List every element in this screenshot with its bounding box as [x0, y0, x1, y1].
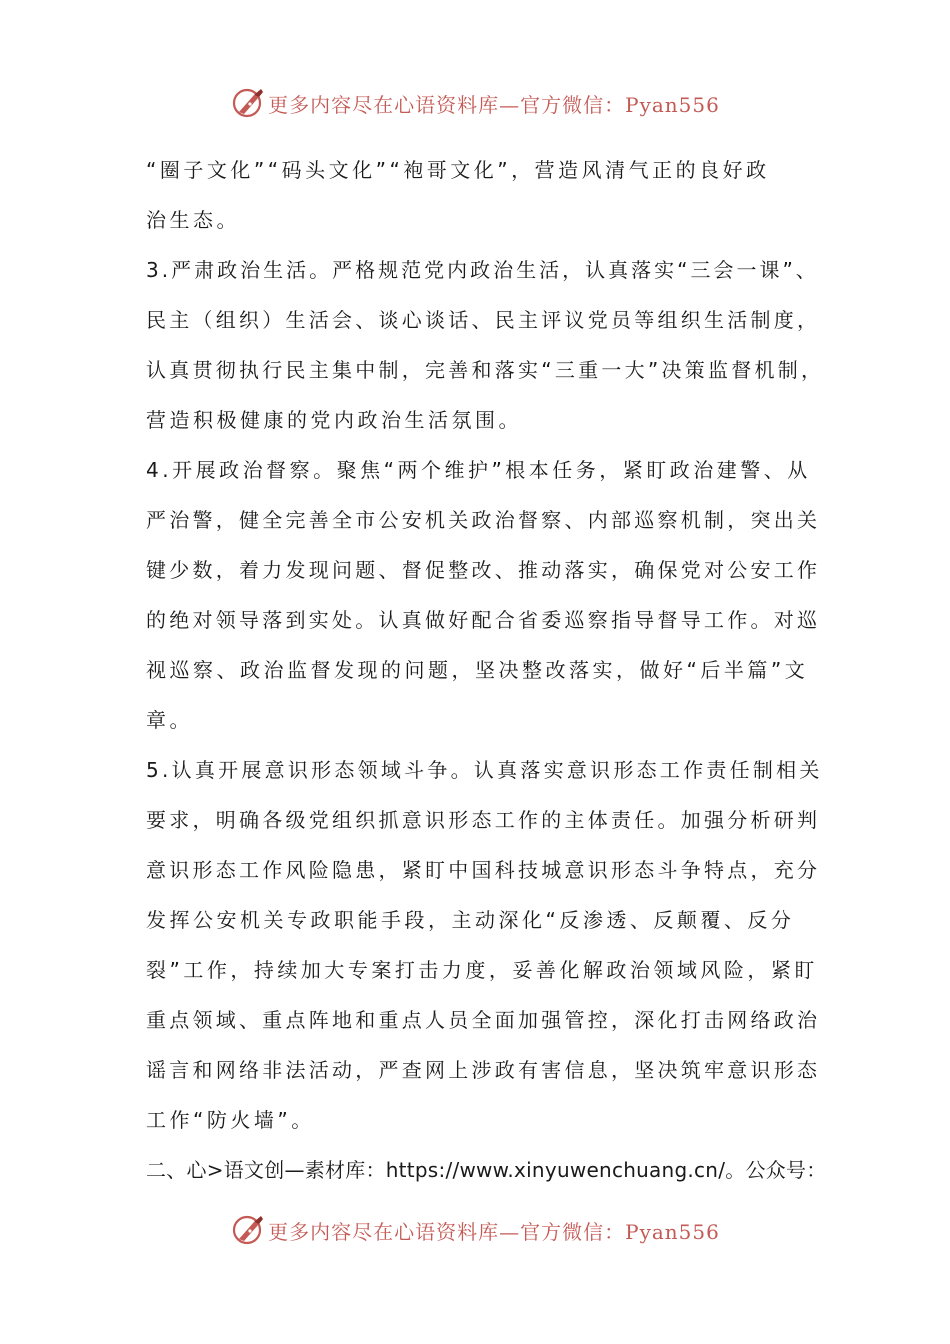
pen-nib-logo-icon	[230, 1212, 266, 1248]
text-line: 意识形态工作风险隐患，紧盯中国科技城意识形态斗争特点，充分	[146, 858, 821, 882]
text-line: 工作“防火墙”。	[146, 1108, 315, 1132]
text-line: 发挥公安机关专政职能手段，主动深化“反渗透、反颠覆、反分	[146, 908, 795, 932]
text-line: 4.开展政治督察。聚焦“两个维护”根本任务，紧盯政治建警、从	[146, 458, 811, 482]
pen-nib-logo-icon	[230, 85, 266, 121]
watermark-text: 更多内容尽在心语资料库—官方微信：Pyan556	[268, 1219, 720, 1244]
text-line: 键少数，着力发现问题、督促整改、推动落实，确保党对公安工作	[146, 558, 821, 582]
text-line: 视巡察、政治监督发现的问题，坚决整改落实，做好“后半篇”文	[146, 658, 809, 682]
text-line: 认真贯彻执行民主集中制，完善和落实“三重一大”决策监督机制，	[146, 358, 825, 382]
text-line: 章。	[146, 708, 193, 732]
text-line: 严治警，健全完善全市公安机关政治督察、内部巡察机制，突出关	[146, 508, 821, 532]
text-line: 的绝对领导落到实处。认真做好配合省委巡察指导督导工作。对巡	[146, 608, 821, 632]
text-line: 3.严肃政治生活。严格规范党内政治生活，认真落实“三会一课”、	[146, 258, 819, 282]
watermark-text: 更多内容尽在心语资料库—官方微信：Pyan556	[268, 92, 720, 117]
text-line: 二、心>语文创—素材库：https://www.xinyuwenchuang.cn/。公众号：	[146, 1158, 827, 1182]
document-body	[146, 145, 826, 1195]
text-line: 要求，明确各级党组织抓意识形态工作的主体责任。加强分析研判	[146, 808, 821, 832]
text-line: “圈子文化”“码头文化”“袍哥文化”，营造风清气正的良好政	[146, 158, 770, 182]
text-line: 治生态。	[146, 208, 240, 232]
text-line: 营造积极健康的党内政治生活氛围。	[146, 408, 522, 432]
text-line: 裂”工作，持续加大专案打击力度，妥善化解政治领域风险，紧盯	[146, 958, 818, 982]
text-line: 谣言和网络非法活动，严查网上涉政有害信息，坚决筑牢意识形态	[146, 1058, 821, 1082]
watermark-header	[0, 85, 950, 121]
watermark-footer	[0, 1212, 950, 1248]
text-line: 民主（组织）生活会、谈心谈话、民主评议党员等组织生活制度，	[146, 308, 821, 332]
text-line: 5.认真开展意识形态领域斗争。认真落实意识形态工作责任制相关	[146, 758, 823, 782]
text-line: 重点领域、重点阵地和重点人员全面加强管控，深化打击网络政治	[146, 1008, 821, 1032]
